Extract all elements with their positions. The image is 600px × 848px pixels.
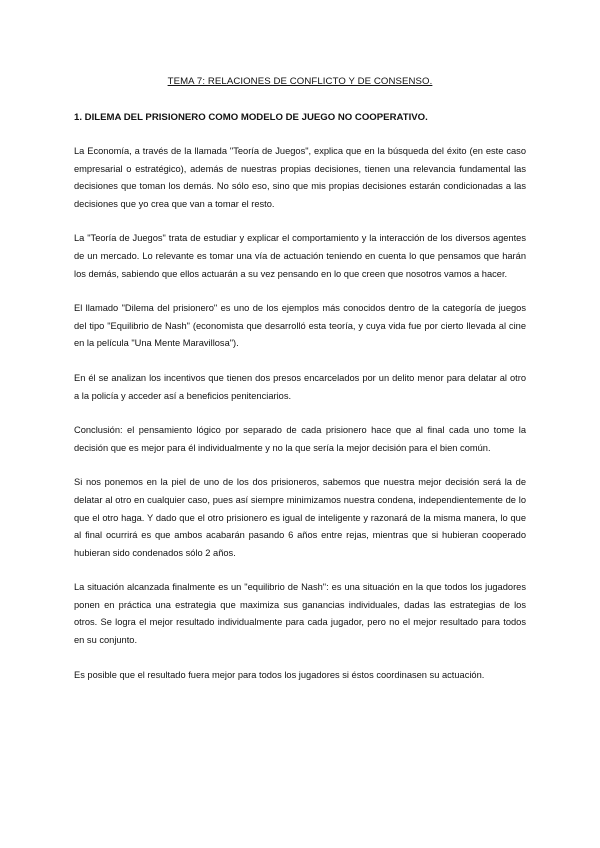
document-title: TEMA 7: RELACIONES DE CONFLICTO Y DE CONSENSO.: [167, 76, 433, 87]
section-heading: 1. DILEMA DEL PRISIONERO COMO MODELO DE JUEGO NO COOPERATIVO.: [74, 112, 428, 123]
paragraph-4: En él se analizan los incentivos que tienen dos presos encarcelados por un delito menor para delatar al otro a la policía y acceder así a beneficios penitenciarios.: [74, 372, 526, 401]
paragraph-7: La situación alcanzada finalmente es un "equilibrio de Nash": es una situación en la que todos los jugadores ponen en práctica una estrategia que maximiza sus ganancias individuales, dadas las estrategias de los otros. Se logra el mejor resultado individualmente para cada jugador, pero no el mejor resultado para todos en su conjunto.: [74, 582, 526, 646]
paragraph-8: Es posible que el resultado fuera mejor para todos los jugadores si éstos coordinasen su actuación.: [74, 669, 485, 680]
paragraph-5: Conclusión: el pensamiento lógico por separado de cada prisionero hace que al final cada uno tome la decisión que es mejor para él individualmente y no la que sería la mejor decisión para el bien común.: [74, 425, 526, 453]
paragraph-3: El llamado "Dilema del prisionero" es uno de los ejemplos más conocidos dentro de la categoría de juegos del tipo "Equilibrio de Nash" (economista que desarrolló esta teoría, y cuya vida fue por cierto llevada al cine en la película "Una Mente Maravillosa").: [74, 303, 526, 349]
paragraph-1: La Economía, a través de la llamada "Teoría de Juegos", explica que en la búsqueda del éxito (en este caso empresarial o estratégico), además de nuestras propias decisiones, tienen una relevancia fundamental las decisiones que toman los demás. No sólo eso, sino que mis propias decisiones estarán condicionadas a las decisiones que yo crea que van a tomar el resto.: [74, 146, 526, 209]
paragraph-6: Si nos ponemos en la piel de uno de los dos prisioneros, sabemos que nuestra mejor decisión será la de delatar al otro en cualquier caso, pues así siempre minimizamos nuestra condena, independientemente de lo que el otro haga. Y dado que el otro prisionero es igual de inteligente y razonará de la misma manera, lo que al final ocurrirá es que ambos acabarán pasando 6 años entre rejas, mientras que si hubieran cooperado hubieran sido condenados sólo 2 años.: [74, 477, 526, 558]
paragraph-2: La "Teoría de Juegos" trata de estudiar y explicar el comportamiento y la interacción de los diversos agentes de un mercado. Lo relevante es tomar una vía de actuación teniendo en cuenta lo que pensamos que harán los demás, sabiendo que ellos actuarán a su vez pensando en lo que creen que nosotros vamos a hacer.: [74, 233, 526, 279]
